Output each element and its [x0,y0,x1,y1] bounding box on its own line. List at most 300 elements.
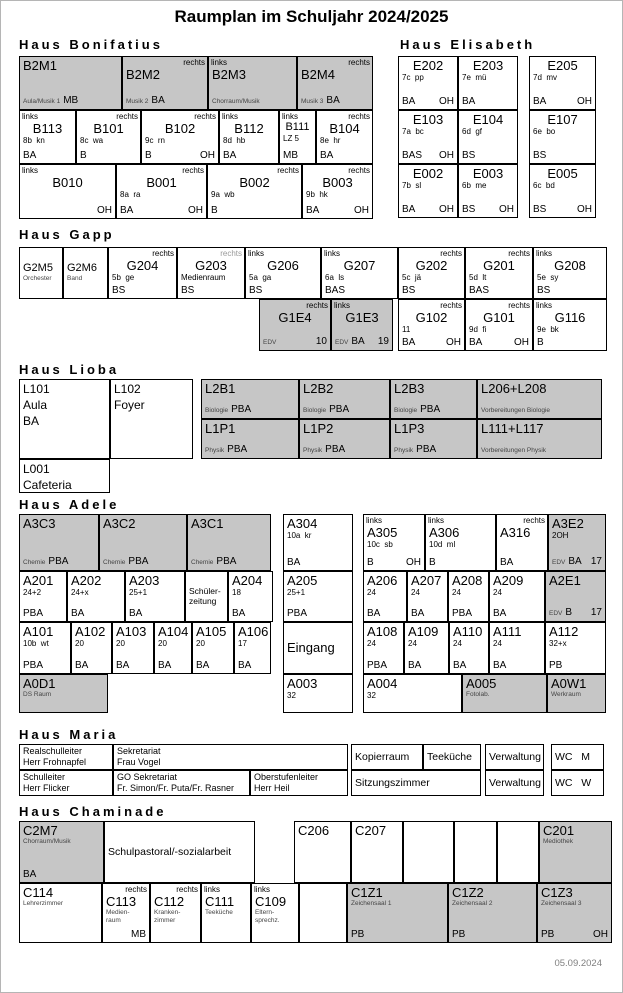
gap [255,821,294,883]
room-id: C1Z1 [351,885,383,900]
position-label [499,516,545,525]
room-b001 [116,164,207,219]
room-info: Zeichensaal 1 [351,900,392,907]
position-label-text: rechts [440,249,462,258]
room-e205 [529,56,596,110]
room-codes [158,660,188,671]
position-label [222,112,276,121]
room-code-right: 10 [315,336,327,347]
room-info: 20 [158,639,167,648]
room-code-left: PBA [23,660,44,671]
room-a0w1 [547,674,606,713]
section-title-haus-gapp: Haus Gapp [19,227,115,242]
position-label-text: rechts [508,301,530,310]
row [201,419,602,459]
cell-text: L102 [114,382,141,396]
position-label [536,249,604,258]
room-id: G207 [343,258,376,273]
room-info: 24 [367,639,376,648]
room-code-right: OH [188,205,203,216]
room-info: Medien- [106,909,130,916]
room-c114 [19,883,102,943]
room-id: A0W1 [551,676,587,691]
room-a110 [449,622,489,674]
room-id: G208 [554,258,586,273]
room-info: raum [106,917,121,924]
room-id: C1Z3 [541,885,573,900]
room-c113 [102,883,150,943]
room-info: Teeküche [205,909,233,916]
room-info: 11 [402,325,411,334]
room-codes [211,205,298,216]
room-code-left: PB [549,660,563,671]
room-b101 [76,110,141,164]
room-codes [469,285,529,296]
room-id: A209 [493,573,524,588]
room-l1p2 [299,419,390,459]
gap [518,110,529,164]
room-code-left: BS [249,285,263,296]
room-b102 [141,110,219,164]
room-code-left: BAS [469,285,490,296]
room-code-left: PBA [452,608,473,619]
cell-eingang [283,622,353,674]
room-a316 [496,514,548,571]
room-sublabel: Chorraum/Musik [212,98,260,105]
room-code-right: OH [200,150,215,161]
room-codes [481,445,598,456]
room-codes [325,285,394,296]
room-a003 [283,674,353,713]
position-label-text: rechts [183,58,205,67]
room-codes [367,557,421,568]
room-l2b3 [390,379,477,419]
room-a108 [363,622,404,674]
room-info: 8c wa [80,136,104,145]
room-codes [112,285,173,296]
room-id: C111 [205,894,235,909]
room-b2m1 [19,56,122,110]
cell-text: Foyer [114,398,145,412]
room-id: A206 [367,573,398,588]
position-label-text: links [22,166,39,175]
room-code-left: PBA [216,556,237,567]
position-label-text: rechts [152,249,174,258]
room-code-left: BA [326,95,340,106]
room-id: A103 [116,624,147,639]
room-codes [452,608,485,619]
room-info: 9a wb [211,190,235,199]
position-label [22,166,113,175]
table-haus-lioba-1 [201,379,602,459]
table-haus-lioba-0 [19,379,193,459]
room-id: A104 [158,624,189,639]
room-code-left: PBA [48,556,69,567]
room-id: E202 [412,58,444,73]
room-codes [408,660,445,671]
room-code-left: BA [196,660,210,671]
room-id: B2M1 [23,58,57,73]
room-id: L2B1 [205,381,236,396]
room-id: A3E2 [552,516,584,531]
room-a3c3 [19,514,99,571]
room-id: E107 [547,112,578,127]
room-codes [453,660,485,671]
room-info: 7a bc [402,127,424,136]
room-code-left: PBA [420,404,441,415]
room-info: 24+2 [23,588,42,597]
room-a3c2 [99,514,187,571]
row [283,622,353,674]
table-haus-maria-0 [19,744,604,796]
cell-text: WC M [555,750,590,763]
room-codes [537,337,603,348]
cell-text: GO Sekretariat [117,772,178,782]
room-code-left: BA [71,608,85,619]
room-sublabel: Physik [303,447,323,454]
room-codes [402,285,461,296]
room-codes [411,608,444,619]
room-info: Zeichensaal 3 [541,900,582,907]
room-codes [549,660,602,671]
position-label-text: links [204,885,221,894]
room-b104 [316,110,373,164]
room-code-left: B [211,205,218,216]
position-label [468,249,530,258]
room-info: Fotolab. [466,691,490,698]
room-codes [249,285,317,296]
position-label-text: links [22,112,39,121]
room-code-left: PBA [287,608,308,619]
room-id: B101 [93,121,124,136]
room-id: B113 [32,121,63,136]
room-code-left: PB [452,929,466,940]
room-sublabel: Biologie [394,407,418,414]
row [283,514,353,571]
row [19,571,273,622]
cell-text: Frau Vogel [117,757,161,767]
cell-text: Sitzungszimmer [355,776,430,789]
room-sublabel: Musik 3 [301,98,324,105]
row [19,459,110,493]
room-codes [232,608,269,619]
room-a0d1 [19,674,108,713]
room-info: 6c bd [533,181,555,190]
room-code-left: BA [238,660,252,671]
room-code-left: PBA [23,608,44,619]
row [19,622,273,674]
room-l1p3 [390,419,477,459]
room-code-left: BA [23,150,37,161]
room-codes [429,557,492,568]
room-info: 10c sb [367,540,393,549]
room-l111-l117 [477,419,602,459]
room-code-left: BA [462,96,476,107]
room-code-left: BS [402,285,416,296]
gap [544,744,551,770]
room-c206 [294,821,351,883]
room-id: C112 [154,894,185,909]
room-code-left: PBA [367,660,388,671]
room-id: E103 [412,112,444,127]
room-c1z3 [537,883,612,943]
room-code-left: BA [402,96,416,107]
room-code-left: BS [533,150,547,161]
room-a2e1 [545,571,606,622]
position-label-text: rechts [440,301,462,310]
room-info: 7c pp [402,73,424,82]
room-codes [537,285,603,296]
room-sublabel: EDV [263,339,277,346]
cell-text: Schulpastoral/-sozialarbeit [108,845,232,858]
room-b002 [207,164,302,219]
cell-text: Teeküche [427,750,472,763]
row [19,883,612,943]
cell-text: Realschulleiter [23,746,83,756]
room-id: B102 [164,121,196,136]
room-code-left: BS [537,285,551,296]
room-id: G204 [126,258,159,273]
section-title-haus-lioba: Haus Lioba [19,362,120,377]
cell-wc-w [551,770,604,796]
room-id: B2M3 [212,67,246,82]
room-info: 5b ge [112,273,135,282]
room-code-left: BS [533,204,547,215]
room-c109 [251,883,299,943]
room-a109 [404,622,449,674]
room-code-left: B [80,150,87,161]
room-c1z1 [347,883,448,943]
room-codes [238,660,267,671]
room-code-left: BS [462,204,476,215]
room-b010 [19,164,116,219]
room-id: A3C1 [191,516,224,531]
room-a202 [67,571,125,622]
position-label-text: links [254,885,271,894]
room-id: A204 [232,573,263,588]
room-id: A111 [493,624,522,639]
row [19,379,193,459]
room-id: L1P2 [303,421,334,436]
room-info: 9e bk [537,325,559,334]
position-label [248,249,318,258]
room-id: A105 [196,624,227,639]
room-c111 [201,883,251,943]
room-b2m3 [208,56,297,110]
room-id: C113 [106,894,137,909]
room-code-left: BS [462,150,476,161]
room-a005 [462,674,547,713]
room-id: B111 [285,121,310,133]
room-codes [145,150,215,161]
room-sublabel: EDV [549,610,563,617]
room-code-right: 17 [590,556,602,567]
room-a104 [154,622,192,674]
cell-realschulleiter [19,744,113,770]
table-haus-bonifatius-0 [19,56,373,219]
row [398,164,596,218]
room-a004 [363,674,462,713]
position-label [111,249,174,258]
row [363,571,606,622]
room-id: E005 [547,166,578,181]
room-info: DS Raum [23,691,52,698]
room-id: G2M6 [67,262,97,274]
room-code-left: BA [129,608,143,619]
room-a203 [125,571,185,622]
room-codes [533,204,592,215]
room-g201 [465,247,533,299]
room-code-left: BA [500,557,514,568]
room-id: B002 [239,175,270,190]
room-id: B003 [322,175,353,190]
room-id: A109 [408,624,439,639]
row [19,770,604,796]
room-code-left: BA [75,660,89,671]
room-b2m2 [122,56,208,110]
room-info: 10d ml [429,540,456,549]
empty-cell [299,883,347,943]
room-code-left: MB [283,150,298,161]
row [19,744,604,770]
room-id: E002 [412,166,444,181]
room-codes [196,660,230,671]
cell-text: L001 [23,462,50,476]
cell-sekretariat [113,744,348,770]
room-id: A112 [549,624,579,639]
room-code-right: OH [577,204,592,215]
cell-text: Cafeteria [23,478,72,492]
room-codes [23,205,112,216]
room-a209 [489,571,545,622]
room-id: B010 [52,175,83,190]
room-info: 18 [232,588,241,597]
room-b111 [279,110,316,164]
room-id: B104 [329,121,360,136]
room-sublabel: Aula/Musik 1 [23,98,61,105]
room-code-left: BA [158,660,172,671]
room-id: A203 [129,573,160,588]
room-id: G1E3 [345,310,379,325]
position-label [105,885,147,894]
position-label-text: links [222,112,239,121]
room-code-left: BA [23,869,37,880]
room-info: 8a ra [120,190,141,199]
room-code-left: BA [408,660,422,671]
room-sublabel: Musik 2 [126,98,149,105]
room-code-left: BA [533,96,547,107]
room-codes [549,607,602,619]
room-codes [75,660,108,671]
room-info: 5c jä [402,273,422,282]
gap [544,770,551,796]
room-info: 5a ga [249,273,272,282]
room-g1e3 [331,299,393,351]
room-codes [223,150,275,161]
room-info: 20 [75,639,84,648]
position-label [211,58,294,67]
room-codes [191,556,267,568]
document-date: 05.09.2024 [554,958,602,969]
position-label [144,112,216,121]
position-label-text: rechts [523,516,545,525]
cell-text: Verwaltung [489,750,541,763]
room-codes [541,929,608,940]
room-info: Mediothek [543,838,573,845]
cell-l102 [110,379,193,459]
cell-verwaltung [485,744,544,770]
room-codes [462,204,514,215]
cell-text: Herr Frohnapfel [23,757,87,767]
position-label [305,166,370,175]
room-codes [120,205,203,216]
room-codes [552,556,602,568]
position-label [282,112,313,121]
position-label [180,249,242,258]
room-code-left: PBA [128,556,149,567]
room-code-left: BA [367,608,381,619]
room-l1p1 [201,419,299,459]
room-sublabel: Chemie [23,559,46,566]
room-code-right: MB [131,929,146,940]
position-label-text: links [334,301,351,310]
row [19,247,607,299]
room-e107 [529,110,596,164]
room-codes [287,557,349,568]
room-l2b1 [201,379,299,419]
room-info: zimmer [154,917,176,924]
row [19,674,273,713]
room-code-left: BA [453,660,467,671]
room-codes [394,404,473,416]
room-code-left: BA [568,556,582,567]
room-a207 [407,571,448,622]
position-label-text: links [366,516,383,525]
room-info: 24 [493,588,502,597]
row [398,110,596,164]
room-id: A110 [453,624,483,639]
position-label-text: rechts [277,166,299,175]
room-e104 [458,110,518,164]
position-label-text: rechts [306,301,328,310]
room-codes [263,336,327,348]
room-info: 7d mv [533,73,558,82]
room-info: Band [67,275,83,282]
room-info: 8e hr [320,136,341,145]
room-codes [402,150,454,161]
cell-text: WC W [555,776,592,789]
position-label [428,516,493,525]
section-title-haus-adele: Haus Adele [19,497,120,512]
room-codes [129,608,181,619]
room-g208 [533,247,607,299]
room-id: A205 [287,573,318,588]
section-title-haus-chaminade: Haus Chaminade [19,804,167,819]
room-code-left: BA [151,95,165,106]
room-id: G116 [554,310,586,325]
room-codes [462,150,514,161]
room-a304 [283,514,353,571]
room-code-left: BA [402,337,416,348]
room-id: A101 [23,624,54,639]
room-a205 [283,571,353,622]
cell-schulleiter [19,770,113,796]
room-g102 [398,299,465,351]
position-label [262,301,328,310]
room-code-right: OH [446,337,461,348]
room-a105 [192,622,234,674]
cell-text: Eingang [287,640,335,655]
